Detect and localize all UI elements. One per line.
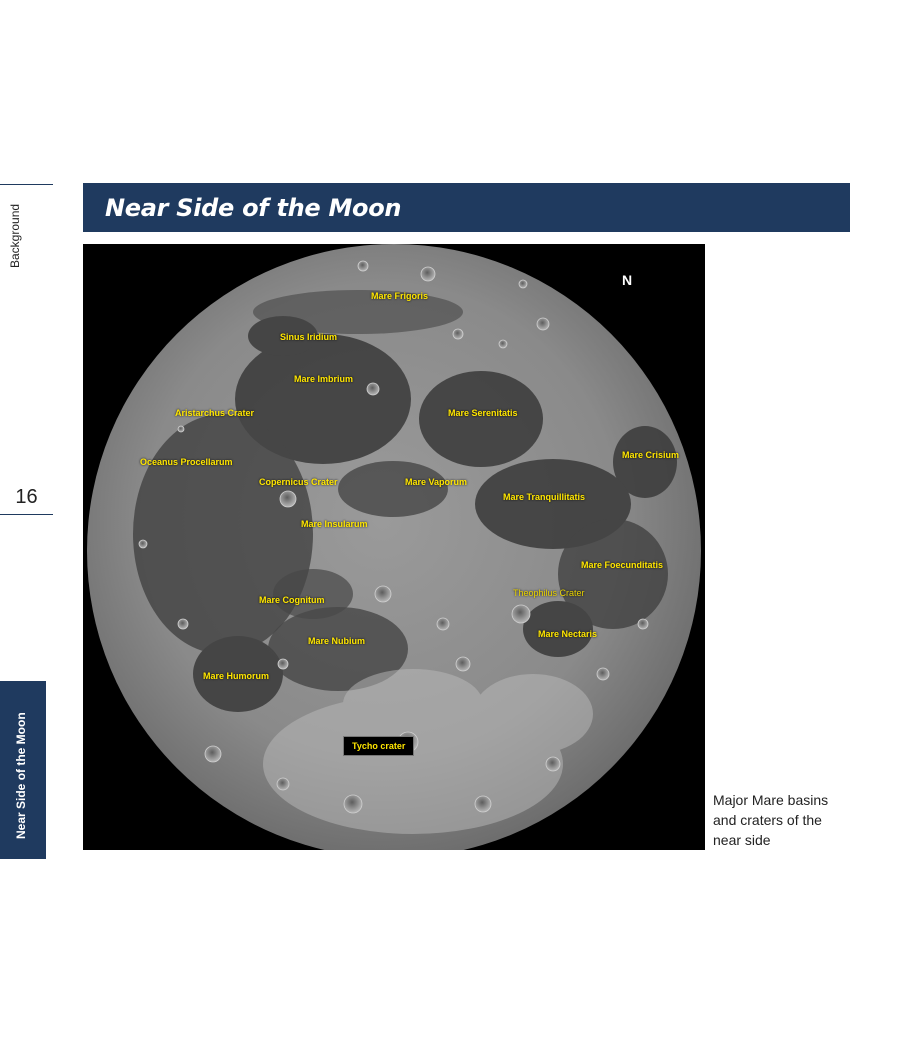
sidebar-top-rule: [0, 184, 53, 185]
sidebar-section-label: Background: [8, 203, 22, 268]
chapter-tab: [0, 681, 46, 859]
label-mare-tranquillitatis: Mare Tranquillitatis: [503, 492, 586, 502]
label-aristarchus-crater: Aristarchus Crater: [175, 408, 255, 418]
figure-caption: Major Mare basins and craters of the near side: [713, 792, 829, 848]
label-mare-serenitatis: Mare Serenitatis: [448, 408, 518, 418]
label-mare-insularum: Mare Insularum: [301, 519, 368, 529]
label-mare-nectaris: Mare Nectaris: [538, 629, 598, 639]
moon-map-figure: [83, 244, 705, 850]
moon-image: [83, 244, 705, 850]
label-mare-crisium: Mare Crisium: [622, 450, 680, 460]
title-bar: [83, 183, 850, 232]
chapter-tab-label: Near Side of the Moon: [14, 712, 28, 839]
label-mare-frigoris: Mare Frigoris: [371, 291, 429, 301]
north-marker: N: [622, 272, 633, 288]
label-mare-imbrium: Mare Imbrium: [294, 374, 354, 384]
label-mare-humorum: Mare Humorum: [203, 671, 270, 681]
label-oceanus-procellarum: Oceanus Procellarum: [140, 457, 233, 467]
page-number-rule: [0, 514, 53, 515]
sidebar-section: [8, 196, 20, 276]
label-mare-nubium: Mare Nubium: [308, 636, 366, 646]
label-copernicus-crater: Copernicus Crater: [259, 477, 338, 487]
label-mare-foecunditatis: Mare Foecunditatis: [581, 560, 664, 570]
page-number: 16: [15, 486, 38, 508]
label-sinus-iridium: Sinus Iridium: [280, 332, 338, 342]
page-title: Near Side of the Moon: [105, 194, 402, 222]
label-mare-vaporum: Mare Vaporum: [405, 477, 468, 487]
label-tycho-crater: Tycho crater: [343, 736, 414, 756]
label-theophilus-crater: Theophilus Crater: [513, 588, 585, 598]
label-mare-cognitum: Mare Cognitum: [259, 595, 325, 605]
